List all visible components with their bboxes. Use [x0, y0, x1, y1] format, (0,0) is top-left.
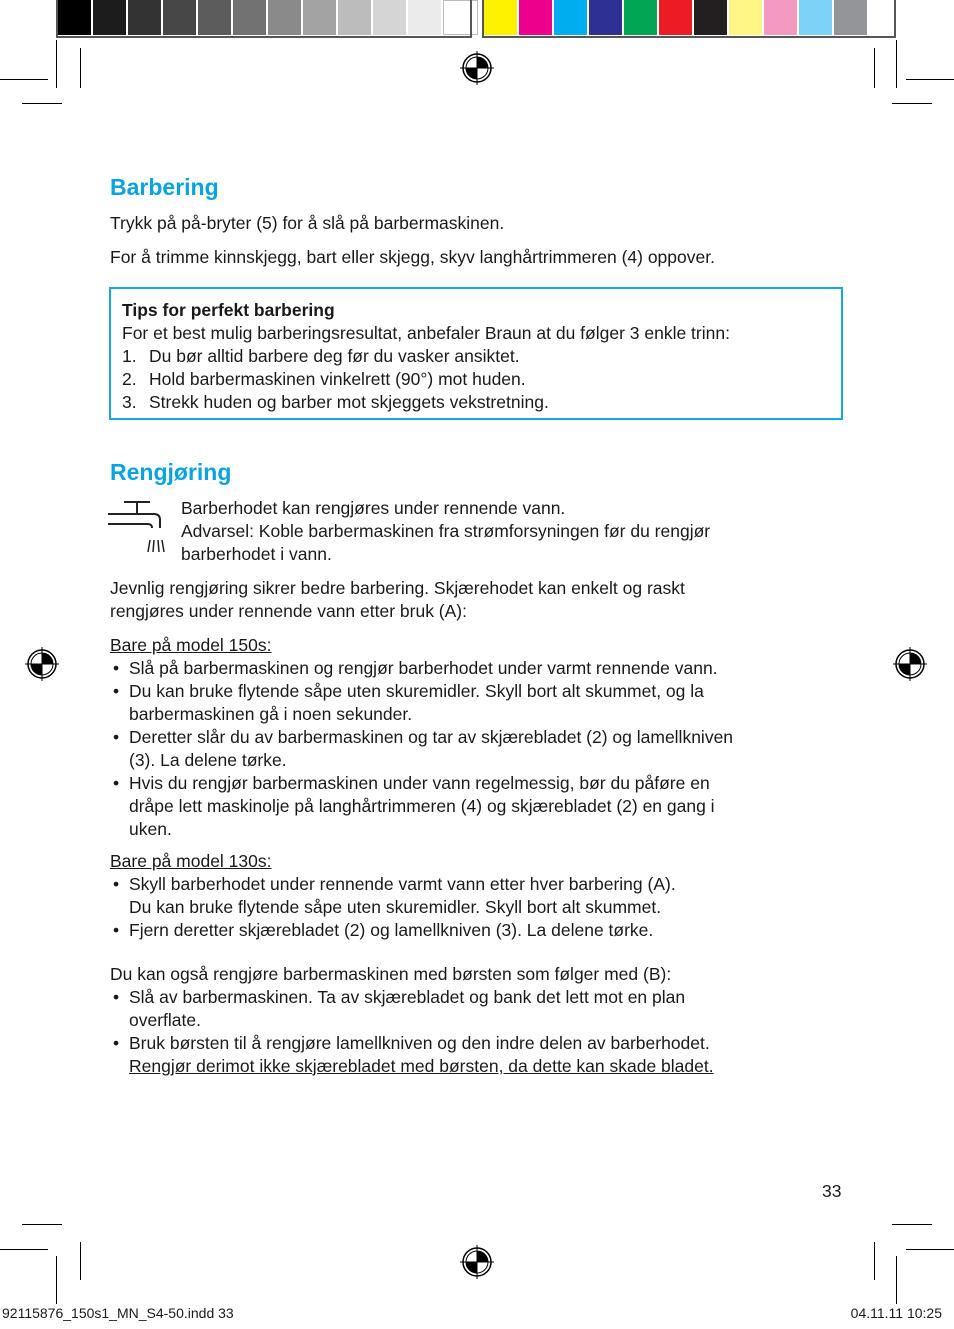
brush-intro: Du kan også rengjøre barbermaskinen med børsten som følger med (B): [110, 964, 672, 984]
color-bar-frame [482, 0, 896, 38]
crop-mark [56, 1256, 57, 1304]
registration-mark-icon [893, 647, 927, 681]
crop-mark [896, 1256, 897, 1304]
crop-mark [0, 79, 48, 80]
page-number: 33 [822, 1181, 842, 1201]
crop-mark [896, 40, 897, 88]
crop-mark [56, 40, 57, 88]
tips-intro: For et best mulig barberingsresultat, anbefaler Braun at du følger 3 enkle trinn: [122, 323, 730, 343]
crop-mark [0, 1249, 48, 1250]
model-130-label: Bare på model 130s: [110, 851, 272, 871]
list-item: • Fjern deretter skjærebladet (2) og lamellkniven (3). La delene tørke. [110, 919, 830, 942]
section-heading-barbering: Barbering [110, 174, 219, 200]
model-150-label: Bare på model 150s: [110, 635, 272, 655]
slug-file: 92115876_150s1_MN_S4-50.indd 33 [2, 1305, 234, 1321]
tips-title: Tips for perfekt barbering [122, 300, 335, 320]
brush-warning: Rengjør derimot ikke skjærebladet med børsten, da dette kan skade bladet. [129, 1056, 714, 1076]
registration-mark-icon [460, 1245, 494, 1279]
tips-step: 1. Du bør alltid barbere deg før du vasker ansiktet. [122, 346, 520, 366]
slug-date: 04.11.11 10:25 [850, 1305, 942, 1321]
list-item: • Slå på barbermaskinen og rengjør barberhodet under varmt rennende vann. [110, 657, 830, 680]
tips-box [109, 287, 843, 420]
list-item: • Bruk børsten til å rengjøre lamellkniven og den indre delen av barberhodet. Rengjør derimot ikke skjærebladet med børsten, da dette kan skade bladet. [110, 1032, 830, 1078]
crop-mark [906, 79, 954, 80]
faucet-icon [108, 500, 166, 556]
model-150-block [110, 634, 830, 841]
paragraph: Jevnlig rengjøring sikrer bedre barbering. Skjærehodet kan enkelt og raskt rengjøres under rennende vann etter bruk (A): [110, 578, 685, 621]
crop-mark [892, 1224, 932, 1225]
brush-block [110, 963, 830, 1078]
tips-steps [122, 345, 842, 414]
crop-mark [874, 48, 875, 88]
list-item: • Hvis du rengjør barbermaskinen under vann regelmessig, bør du påføre en dråpe lett maskinolje på langhårtrimmeren (4) og skjærebladet (2) en gang i uken. [110, 772, 830, 841]
crop-mark [80, 48, 81, 88]
crop-mark [22, 103, 62, 104]
crop-mark [22, 1224, 62, 1225]
crop-mark [80, 1242, 81, 1280]
crop-mark [874, 1242, 875, 1280]
tips-step: 3. Strekk huden og barber mot skjeggets vekstretning. [122, 392, 549, 412]
section-heading-rengjoring: Rengjøring [110, 459, 232, 485]
registration-mark-icon [25, 647, 59, 681]
registration-mark-icon [460, 51, 494, 85]
crop-mark [892, 103, 932, 104]
model-130-block [110, 850, 830, 942]
crop-mark [906, 1249, 954, 1250]
tips-step: 2. Hold barbermaskinen vinkelrett (90°) mot huden. [122, 369, 526, 389]
list-item: • Skyll barberhodet under rennende varmt vann etter hver barbering (A). Du kan bruke flytende såpe uten skuremidler. Skyll bort alt skummet. [110, 873, 830, 919]
gray-bar-frame [56, 0, 472, 38]
paragraph: For å trimme kinnskjegg, bart eller skjegg, skyv langhårtrimmeren (4) oppover. [110, 247, 715, 267]
list-item: • Du kan bruke flytende såpe uten skuremidler. Skyll bort alt skummet, og la barbermaskinen gå i noen sekunder. [110, 680, 830, 726]
list-item: • Deretter slår du av barbermaskinen og tar av skjærebladet (2) og lamellkniven (3). La delene tørke. [110, 726, 830, 772]
paragraph: Trykk på på-bryter (5) for å slå på barbermaskinen. [110, 213, 505, 233]
list-item: • Slå av barbermaskinen. Ta av skjærebladet og bank det lett mot en plan overflate. [110, 986, 830, 1032]
icon-text-block: Barberhodet kan rengjøres under rennende vann. Advarsel: Koble barbermaskinen fra strømforsyningen før du rengjør barberhodet i vann. [181, 498, 711, 564]
